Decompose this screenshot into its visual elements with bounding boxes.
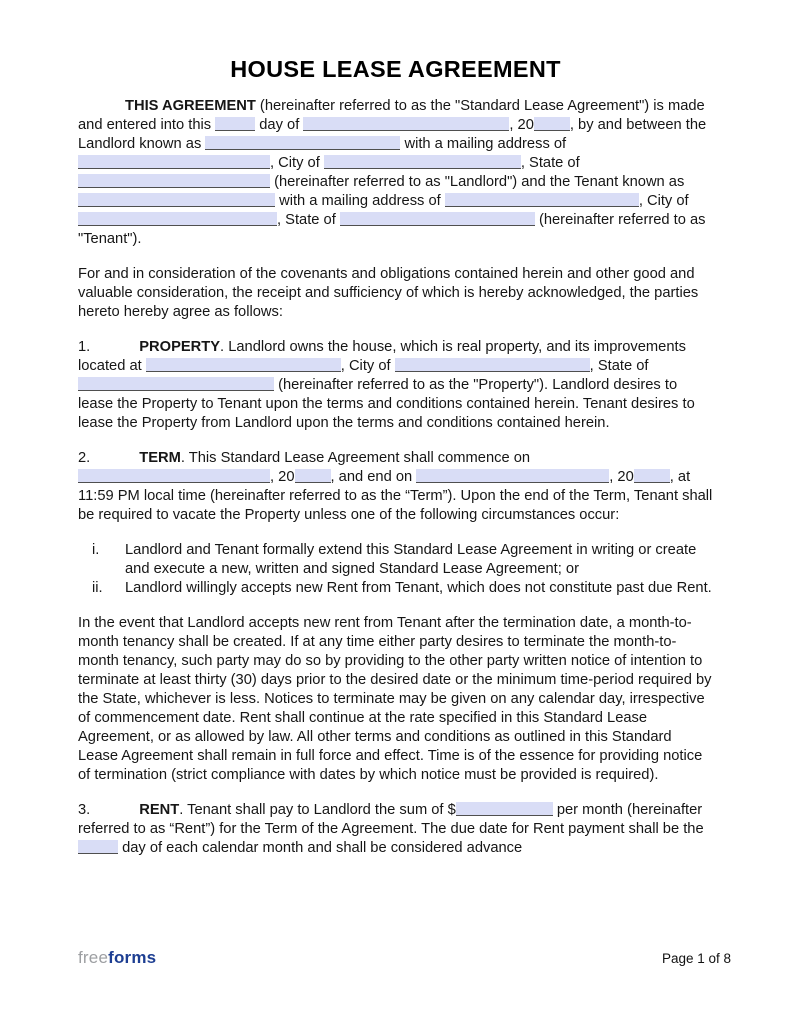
paragraph (78, 801, 714, 858)
text-run: , 20 (270, 469, 295, 485)
text-run: , and end on (330, 469, 417, 485)
list-item (78, 579, 714, 598)
text-run: , 20 (509, 117, 534, 133)
blank-field[interactable] (303, 117, 509, 131)
text-run: Landlord willingly accepts new Rent from Tenant, which does not constitute past due Rent. (125, 580, 712, 596)
logo-text-free: free (78, 948, 109, 967)
text-run: (hereinafter referred to as "Landlord") and the Tenant known as (270, 174, 685, 190)
text-run: . This Standard Lease Agreement shall commence on (180, 450, 531, 466)
bold-text-run: RENT (139, 802, 180, 818)
text-run: For and in consideration of the covenants and obligations contained herein and other good and valuable consideration, the receipt and sufficiency of which is hereby acknowledged, the parties hereto hereby agree as follows: (78, 266, 699, 320)
text-run: , City of (340, 358, 395, 374)
text-run: , State of (520, 155, 580, 171)
text-run: (hereinafter referred to as "Tenant"). (78, 212, 706, 247)
blank-field[interactable] (78, 840, 118, 854)
blank-field[interactable] (416, 469, 609, 483)
blank-field[interactable] (78, 174, 270, 188)
list-item-marker: i. (92, 542, 100, 558)
text-run: (hereinafter referred to as the "Standard Lease Agreement") is made and entered into this (78, 98, 705, 133)
blank-field[interactable] (395, 358, 590, 372)
text-run: , City of (638, 193, 689, 209)
text-run: , at 11:59 PM local time (hereinafter referred to as the “Term”). Upon the end of the Term, Tenant shall be required to vacate the Property unless one of the following circumstances occur: (78, 469, 713, 523)
blank-field[interactable] (205, 136, 400, 150)
blank-field[interactable] (534, 117, 570, 131)
blank-field[interactable] (78, 193, 275, 207)
paragraph (78, 338, 714, 433)
blank-field[interactable] (445, 193, 639, 207)
text-run: with a mailing address of (400, 136, 567, 152)
text-run: day of (255, 117, 304, 133)
list-item (78, 541, 714, 579)
paragraph (78, 265, 714, 322)
text-run: , City of (270, 155, 324, 171)
bold-text-run: THIS AGREEMENT (125, 98, 256, 114)
tab-space (90, 350, 139, 351)
text-run: , State of (277, 212, 340, 228)
paragraph (78, 449, 714, 525)
bold-text-run: PROPERTY (139, 339, 221, 355)
text-run: day of each calendar month and shall be considered advance (118, 840, 523, 856)
text-run: . Tenant shall pay to Landlord the sum of $ (179, 802, 456, 818)
blank-field[interactable] (78, 377, 274, 391)
logo-text-forms: forms (108, 948, 157, 967)
blank-field[interactable] (78, 155, 270, 169)
blank-field[interactable] (456, 802, 553, 816)
text-run: 2. (78, 450, 91, 466)
text-run: 1. (78, 339, 91, 355)
text-run: per month (hereinafter referred to as “Rent”) for the Term of the Agreement. The due date for Rent payment shall be the (78, 802, 704, 837)
tab-space (78, 109, 125, 110)
blank-field[interactable] (215, 117, 255, 131)
blank-field[interactable] (634, 469, 670, 483)
blank-field[interactable] (78, 469, 270, 483)
text-run: , State of (589, 358, 649, 374)
text-run: , by and between the Landlord known as (78, 117, 707, 152)
paragraph (78, 614, 714, 785)
document-body (78, 97, 714, 874)
list-item-text (125, 541, 714, 579)
freeforms-logo (78, 948, 156, 968)
text-run: In the event that Landlord accepts new rent from Tenant after the termination date, a month-to-month tenancy shall be created. If at any time either party desires to terminate the month-to-month tenancy, such party may do so by providing to the other party written notice of intention to terminate at least thirty (30) days prior to the desired date or the minimum time-period required by the State, whichever is less. Notices to terminate may be given on any calendar day, irrespective of commencement date. Rent shall continue at the rate specified in this Standard Lease Agreement, or as allowed by law. All other terms and conditions as outlined in this Standard Lease Agreement shall remain in full force and effect. Time is of the essence for providing notice of termination (strict compliance with dates by which notice must be provided is required). (78, 615, 712, 783)
text-run: 3. (78, 802, 91, 818)
text-run: (hereinafter referred to as the "Property"). Landlord desires to lease the Property to Tenant upon the terms and conditions contained herein. Tenant desires to lease the Property from Landlord upon the terms and conditions contained herein. (78, 377, 695, 431)
text-run: with a mailing address of (275, 193, 445, 209)
blank-field[interactable] (295, 469, 331, 483)
blank-field[interactable] (78, 212, 277, 226)
footer (78, 948, 731, 968)
roman-numeral-list (78, 541, 714, 598)
blank-field[interactable] (146, 358, 341, 372)
paragraph (78, 97, 714, 249)
text-run: , 20 (609, 469, 634, 485)
bold-text-run: TERM (139, 450, 181, 466)
tab-space (90, 813, 139, 814)
blank-field[interactable] (324, 155, 521, 169)
list-item-marker: ii. (92, 580, 103, 596)
list-item-text (125, 579, 714, 598)
page-title: HOUSE LEASE AGREEMENT (230, 56, 561, 82)
text-run: Landlord and Tenant formally extend this Standard Lease Agreement in writing or create and execute a new, written and signed Standard Lease Agreement; or (125, 542, 697, 577)
blank-field[interactable] (340, 212, 535, 226)
page-indicator: Page 1 of 8 (661, 950, 731, 966)
text-run: . Landlord owns the house, which is real property, and its improvements located at (78, 339, 686, 374)
tab-space (90, 461, 139, 462)
